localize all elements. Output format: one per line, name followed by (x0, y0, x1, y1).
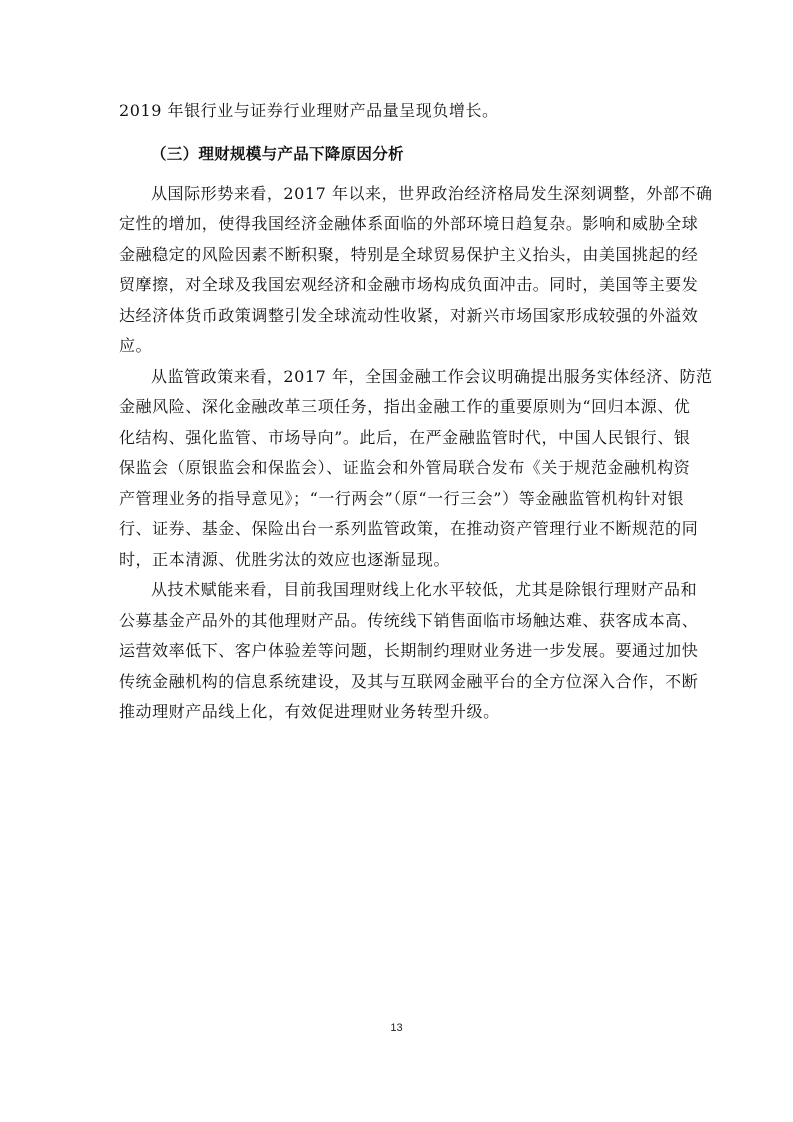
paragraph-line: 保监会（原银监会和保监会）、证监会和外管局联合发布《关于规范金融机构资 (119, 458, 691, 477)
intro-line: 2019 年银行业与证券行业理财产品量呈现负增长。 (119, 101, 499, 120)
paragraph-line: 公募基金产品外的其他理财产品。传统线下销售面临市场触达难、获客成本高、 (119, 610, 699, 630)
paragraph-line: 贸摩擦，对全球及我国宏观经济和金融市场构成负面冲击。同时，美国等主要发 (119, 275, 699, 294)
paragraph-line: 达经济体货币政策调整引发全球流动性收紧，对新兴市场国家形成较强的外溢效 (119, 305, 699, 325)
paragraph-line: 从监管政策来看，2017 年，全国金融工作会议明确提出服务实体经济、防范 (151, 366, 713, 386)
paragraph-line: 行、证券、基金、保险出台一系列监管政策，在推动资产管理行业不断规范的同 (119, 519, 699, 538)
paragraph-line: 应。 (119, 336, 153, 355)
paragraph-line: 金融稳定的风险因素不断积聚，特别是全球贸易保护主义抬头，由美国挑起的经 (119, 244, 699, 264)
paragraph-line: 产管理业务的指导意见》；“一行两会”（原“一行三会”）等金融监管机构针对银 (119, 488, 685, 508)
paragraph-line: 推动理财产品线上化，有效促进理财业务转型升级。 (119, 702, 500, 721)
paragraph-line: 金融风险、深化金融改革三项任务，指出金融工作的重要原则为“回归本源、优 (119, 397, 691, 416)
paragraph-line: 运营效率低下、客户体验差等问题，长期制约理财业务进一步发展。要通过加快 (119, 641, 699, 660)
page-number: 13 (390, 1022, 403, 1034)
section-heading: （三）理财规模与产品下降原因分析 (151, 144, 404, 163)
paragraph-line: 从国际形势来看，2017 年以来，世界政治经济格局发生深刻调整，外部不确 (151, 183, 713, 203)
paragraph-technology (119, 575, 699, 728)
page-body (119, 96, 713, 728)
paragraph-line: 定性的增加，使得我国经济金融体系面临的外部环境日趋复杂。影响和威胁全球 (119, 214, 699, 233)
paragraph-international (119, 179, 713, 362)
paragraph-line: 化结构、强化监管、市场导向”。此后，在严金融监管时代，中国人民银行、银 (119, 427, 691, 447)
paragraph-line: 从技术赋能来看，目前我国理财线上化水平较低，尤其是除银行理财产品和 (151, 580, 698, 599)
paragraph-regulation (119, 362, 713, 576)
paragraph-line: 传统金融机构的信息系统建设，及其与互联网金融平台的全方位深入合作，不断 (119, 671, 699, 691)
paragraph-line: 时，正本清源、优胜劣汰的效应也逐渐显现。 (119, 549, 451, 569)
